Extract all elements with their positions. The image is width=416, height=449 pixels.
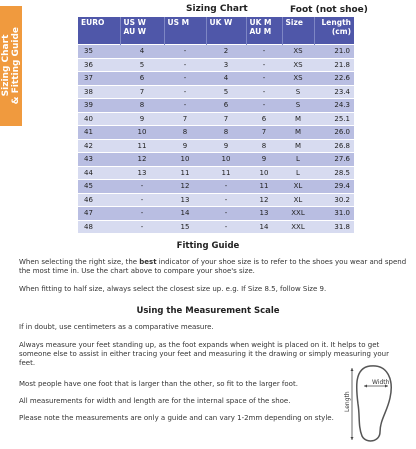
table-row xyxy=(78,58,354,72)
foot-note: Foot (not shoe) xyxy=(290,5,368,15)
table-cell: 5 xyxy=(120,58,164,72)
table-cell: S xyxy=(282,99,314,113)
table-cell: 5 xyxy=(206,85,246,99)
table-cell: 6 xyxy=(246,112,282,126)
table-cell: 13 xyxy=(120,166,164,180)
fitting-p1-bold: best xyxy=(139,258,157,266)
table-cell: 23.4 xyxy=(314,85,354,99)
table-cell: - xyxy=(206,220,246,233)
table-cell: XS xyxy=(282,45,314,59)
fitting-p1-start: When selecting the right size, the xyxy=(19,258,140,266)
table-cell: 12 xyxy=(120,153,164,167)
length-arrow-top-head xyxy=(351,368,354,371)
table-cell: - xyxy=(120,193,164,207)
table-cell: 42 xyxy=(78,139,120,153)
table-cell: 8 xyxy=(120,99,164,113)
table-row xyxy=(78,85,354,99)
table-cell: - xyxy=(164,85,206,99)
table-cell: - xyxy=(164,58,206,72)
table-cell: 30.2 xyxy=(314,193,354,207)
table-header-cell: UK W xyxy=(206,17,246,45)
table-cell: 12 xyxy=(164,180,206,194)
table-cell: 46 xyxy=(78,193,120,207)
table-cell: 31.8 xyxy=(314,220,354,233)
table-cell: M xyxy=(282,139,314,153)
table-cell: 27.6 xyxy=(314,153,354,167)
table-cell: 25.1 xyxy=(314,112,354,126)
sizing-table xyxy=(78,17,354,233)
table-cell: 22.6 xyxy=(314,72,354,86)
table-cell: - xyxy=(164,45,206,59)
measurement-paragraph-5: Please note the measurements are only a guide and can vary 1-2mm depending on style. xyxy=(19,414,334,422)
table-cell: 7 xyxy=(164,112,206,126)
table-cell: 43 xyxy=(78,153,120,167)
table-cell: - xyxy=(246,72,282,86)
side-tab-text xyxy=(1,27,21,104)
table-cell: 37 xyxy=(78,72,120,86)
table-cell: 14 xyxy=(246,220,282,233)
table-cell: 11 xyxy=(164,166,206,180)
table-cell: 9 xyxy=(206,139,246,153)
table-cell: XXL xyxy=(282,220,314,233)
table-row xyxy=(78,139,354,153)
table-cell: 29.4 xyxy=(314,180,354,194)
table-cell: 9 xyxy=(164,139,206,153)
table-cell: XS xyxy=(282,58,314,72)
table-cell: 10 xyxy=(246,166,282,180)
table-header-cell: EURO xyxy=(78,17,120,45)
table-cell: - xyxy=(164,99,206,113)
table-cell: - xyxy=(164,72,206,86)
table-cell: - xyxy=(206,180,246,194)
table-cell: XXL xyxy=(282,207,314,221)
foot-outline xyxy=(357,366,392,441)
table-cell: L xyxy=(282,153,314,167)
table-cell: XS xyxy=(282,72,314,86)
table-cell: 3 xyxy=(206,58,246,72)
table-cell: 4 xyxy=(120,45,164,59)
table-cell: 6 xyxy=(206,99,246,113)
table-header-cell: Length (cm) xyxy=(314,17,354,45)
table-cell: 8 xyxy=(164,126,206,140)
table-cell: XL xyxy=(282,193,314,207)
table-cell: XL xyxy=(282,180,314,194)
table-row xyxy=(78,72,354,86)
measurement-paragraph-3: Most people have one foot that is larger than the other, so fit to the larger foot. xyxy=(19,380,298,388)
table-cell: 26.0 xyxy=(314,126,354,140)
table-body xyxy=(78,45,354,234)
table-row xyxy=(78,153,354,167)
width-label: Width xyxy=(372,379,390,386)
table-cell: 31.0 xyxy=(314,207,354,221)
table-row xyxy=(78,220,354,233)
table-cell: 47 xyxy=(78,207,120,221)
table-header-row xyxy=(78,17,354,45)
side-tab-line2: & Fitting Guide xyxy=(11,27,21,105)
length-arrow-bottom-head xyxy=(351,437,354,440)
table-cell: 10 xyxy=(206,153,246,167)
table-cell: 9 xyxy=(120,112,164,126)
table-cell: - xyxy=(246,85,282,99)
table-cell: 21.8 xyxy=(314,58,354,72)
fitting-guide-title: Fitting Guide xyxy=(176,241,240,251)
table-row xyxy=(78,207,354,221)
table-header-cell: Size xyxy=(282,17,314,45)
table-cell: 11 xyxy=(206,166,246,180)
table-cell: S xyxy=(282,85,314,99)
table-cell: 9 xyxy=(246,153,282,167)
table-header-cell: UK M AU M xyxy=(246,17,282,45)
table-cell: 35 xyxy=(78,45,120,59)
fitting-paragraph-1 xyxy=(19,258,411,276)
table-header-cell: US W AU W xyxy=(120,17,164,45)
side-tab xyxy=(0,6,22,126)
table-cell: - xyxy=(246,99,282,113)
table-cell: - xyxy=(120,180,164,194)
measurement-title: Using the Measurement Scale xyxy=(136,306,280,316)
table-cell: 7 xyxy=(246,126,282,140)
table-cell: - xyxy=(206,207,246,221)
table-cell: - xyxy=(246,45,282,59)
table-cell: 14 xyxy=(164,207,206,221)
table-cell: 24.3 xyxy=(314,99,354,113)
table-cell: 8 xyxy=(246,139,282,153)
table-cell: - xyxy=(246,58,282,72)
table-cell: 6 xyxy=(120,72,164,86)
table-row xyxy=(78,180,354,194)
table-cell: 12 xyxy=(246,193,282,207)
table-cell: 44 xyxy=(78,166,120,180)
table-cell: 13 xyxy=(164,193,206,207)
table-cell: 21.0 xyxy=(314,45,354,59)
table-cell: 40 xyxy=(78,112,120,126)
table-cell: 11 xyxy=(120,139,164,153)
measurement-paragraph-2: Always measure your feet standing up, as the foot expands when weight is placed on it. It helps to get someone else to assist in either tracing your feet and measuring it the drawing or simply measuring your feet. xyxy=(19,341,389,367)
table-cell: 36 xyxy=(78,58,120,72)
table-row xyxy=(78,126,354,140)
length-label: Length xyxy=(344,391,351,412)
width-arrow-left-head xyxy=(364,385,367,388)
table-cell: 10 xyxy=(120,126,164,140)
table-cell: M xyxy=(282,112,314,126)
table-header-cell: US M xyxy=(164,17,206,45)
table-cell: 13 xyxy=(246,207,282,221)
table-cell: 8 xyxy=(206,126,246,140)
table-cell: 28.5 xyxy=(314,166,354,180)
table-cell: 38 xyxy=(78,85,120,99)
table-row xyxy=(78,112,354,126)
table-row xyxy=(78,166,354,180)
chart-title: Sizing Chart xyxy=(186,4,248,14)
table-cell: 45 xyxy=(78,180,120,194)
measurement-paragraph-1: If in doubt, use centimeters as a comparative measure. xyxy=(19,323,214,331)
table-cell: 26.8 xyxy=(314,139,354,153)
table-row xyxy=(78,193,354,207)
side-tab-line1: Sizing Chart xyxy=(1,35,11,97)
table-cell: - xyxy=(120,220,164,233)
table-cell: 39 xyxy=(78,99,120,113)
table-cell: M xyxy=(282,126,314,140)
table-row xyxy=(78,99,354,113)
table-cell: 48 xyxy=(78,220,120,233)
foot-measurement-icon xyxy=(344,360,402,446)
table-cell: 7 xyxy=(120,85,164,99)
table-cell: 10 xyxy=(164,153,206,167)
table-cell: 41 xyxy=(78,126,120,140)
table-cell: 7 xyxy=(206,112,246,126)
table-row xyxy=(78,45,354,59)
measurement-paragraph-4: All measurements for width and length are for the internal space of the shoe. xyxy=(19,397,291,405)
table-cell: 2 xyxy=(206,45,246,59)
fitting-paragraph-2: When fitting to half size, always select the closest size up. e.g. If Size 8.5, follow Size 9. xyxy=(19,285,327,293)
table-cell: - xyxy=(120,207,164,221)
table-cell: 15 xyxy=(164,220,206,233)
table-cell: - xyxy=(206,193,246,207)
table-cell: L xyxy=(282,166,314,180)
table-cell: 11 xyxy=(246,180,282,194)
table-cell: 4 xyxy=(206,72,246,86)
fitting-p1-end: indicator of your shoe size is to refer to the shoes you wear and spend the most time in. Use the chart above to compare your shoe's size. xyxy=(19,258,407,275)
